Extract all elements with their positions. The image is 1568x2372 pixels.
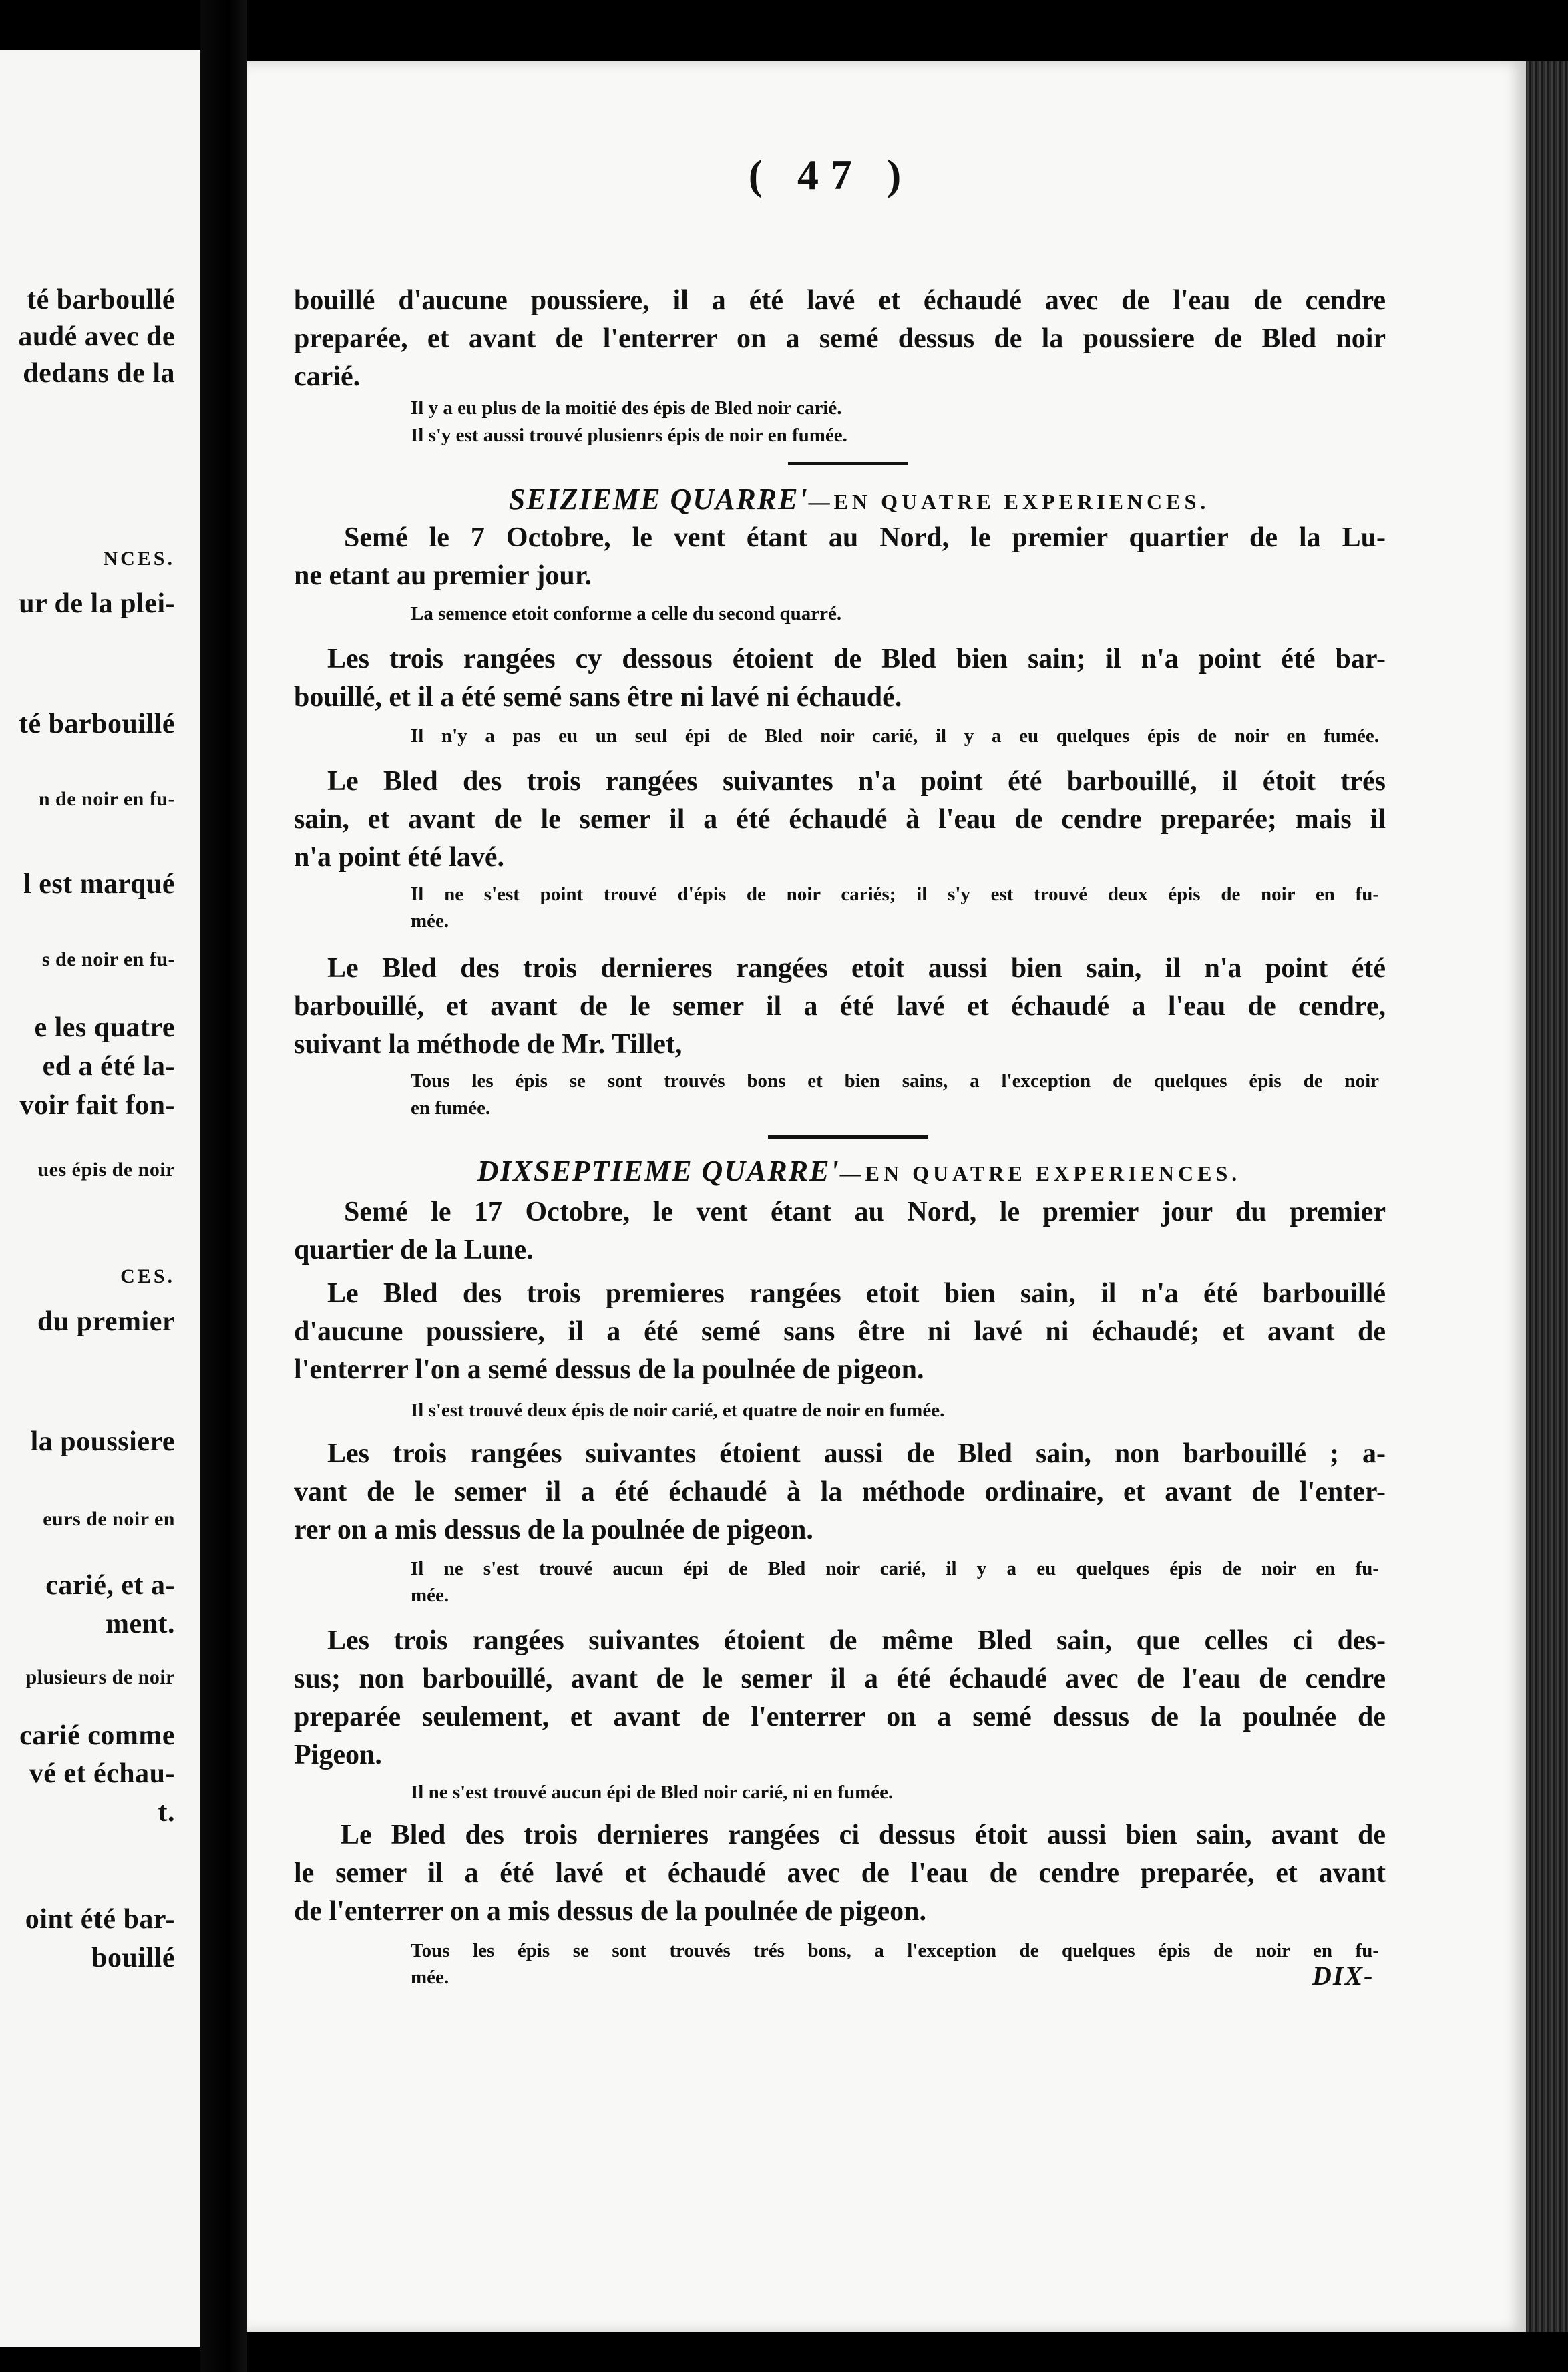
- left-page-fragment: voir fait fon-: [19, 1090, 175, 1121]
- body-line: Les trois rangées suivantes étoient aussi de Bled sain, non barbouillé ; a-: [327, 1438, 1386, 1469]
- section-title: SEIZIEME QUARRE': [508, 483, 809, 516]
- left-page-fragment: bouillé: [91, 1943, 175, 1973]
- section-rule: [768, 1135, 928, 1139]
- left-page-fragment: vé et échau-: [29, 1758, 175, 1789]
- body-line: de l'enterrer on a mis dessus de la poulnée de pigeon.: [294, 1896, 926, 1927]
- section-subtitle: —EN QUATRE EXPERIENCES.: [839, 1161, 1241, 1185]
- body-line: bouillé, et il a été semé sans être ni lavé ni échaudé.: [294, 682, 902, 713]
- left-page-fragment: ment.: [106, 1609, 175, 1639]
- note-line: Il n'y a pas eu un seul épi de Bled noir carié, il y a eu quelques épis de noir en fumée.: [411, 725, 1379, 747]
- catchword: DIX-: [1312, 1961, 1374, 1991]
- note-line: en fumée.: [411, 1097, 491, 1119]
- note-line: mée.: [411, 1585, 449, 1606]
- body-line: preparée, et avant de l'enterrer on a semé dessus de la poussiere de Bled noir: [294, 323, 1386, 354]
- body-line: Le Bled des trois dernieres rangées ci dessus étoit aussi bien sain, avant de: [341, 1820, 1386, 1850]
- left-page-fragment: ues épis de noir: [37, 1159, 175, 1181]
- note-line: Il s'y est aussi trouvé plusienrs épis de noir en fumée.: [411, 425, 847, 446]
- body-line: Le Bled des trois dernieres rangées etoit aussi bien sain, il n'a point été: [327, 953, 1386, 984]
- note-line: mée.: [411, 1967, 449, 1988]
- left-page-fragment: CES.: [120, 1265, 175, 1288]
- left-page-fragment: t.: [158, 1797, 175, 1828]
- body-line: Pigeon.: [294, 1740, 382, 1770]
- body-line: l'enterrer l'on a semé dessus de la poulnée de pigeon.: [294, 1354, 924, 1385]
- body-line: preparée seulement, et avant de l'enterrer on a semé dessus de la poulnée de: [294, 1702, 1386, 1732]
- section-heading: [0, 1154, 1568, 1188]
- body-line: Semé le 17 Octobre, le vent étant au Nord, le premier jour du premier: [344, 1197, 1386, 1227]
- note-line: Il ne s'est point trouvé d'épis de noir cariés; il s'y est trouvé deux épis de noir en fu-: [411, 883, 1379, 905]
- body-line: carié.: [294, 361, 361, 392]
- body-line: sain, et avant de le semer il a été échaudé à l'eau de cendre preparée; mais il: [294, 804, 1386, 835]
- left-facing-page: [0, 50, 200, 2347]
- left-page-fragment: ur de la plei-: [19, 588, 175, 619]
- note-line: mée.: [411, 910, 449, 932]
- note-line: Tous les épis se sont trouvés bons et bien sains, a l'exception de quelques épis de noir: [411, 1070, 1379, 1092]
- body-line: Le Bled des trois premieres rangées etoit bien sain, il n'a été barbouillé: [327, 1278, 1386, 1309]
- section-title: DIXSEPTIEME QUARRE': [477, 1155, 840, 1187]
- body-line: vant de le semer il a été échaudé à la méthode ordinaire, et avant de l'enter-: [294, 1476, 1386, 1507]
- left-page-fragment: carié comme: [19, 1720, 175, 1751]
- page-edge: [1526, 61, 1568, 2332]
- body-line: rer on a mis dessus de la poulnée de pigeon.: [294, 1515, 813, 1545]
- left-page-fragment: la poussiere: [30, 1426, 175, 1457]
- body-line: Le Bled des trois rangées suivantes n'a point été barbouillé, il étoit trés: [327, 766, 1386, 797]
- section-heading: [0, 482, 1568, 516]
- section-subtitle: —EN QUATRE EXPERIENCES.: [808, 489, 1210, 514]
- left-page-fragment: du premier: [37, 1306, 175, 1337]
- left-page-fragment: n de noir en fu-: [38, 788, 175, 810]
- body-line: bouillé d'aucune poussiere, il a été lavé et échaudé avec de l'eau de cendre: [294, 285, 1386, 316]
- body-line: Les trois rangées cy dessous étoient de Bled bien sain; il n'a point été bar-: [327, 644, 1386, 674]
- left-page-fragment: oint été bar-: [25, 1904, 175, 1935]
- left-page-fragment: ed a été la-: [42, 1051, 175, 1082]
- note-line: Il s'est trouvé deux épis de noir carié, et quatre de noir en fumée.: [411, 1400, 945, 1421]
- body-line: ne etant au premier jour.: [294, 560, 592, 591]
- body-line: le semer il a été lavé et échaudé avec de l'eau de cendre preparée, et avant: [294, 1858, 1386, 1889]
- left-page-fragment: carié, et a-: [45, 1570, 175, 1601]
- body-line: d'aucune poussiere, il a été semé sans être ni lavé ni échaudé; et avant de: [294, 1316, 1386, 1347]
- note-line: Il y a eu plus de la moitié des épis de Bled noir carié.: [411, 397, 842, 419]
- page-number: ( 47 ): [748, 151, 914, 198]
- left-page-fragment: e les quatre: [34, 1012, 175, 1043]
- left-page-fragment: audé avec de: [18, 321, 175, 352]
- note-line: La semence etoit conforme a celle du second quarré.: [411, 603, 842, 624]
- left-page-fragment: NCES.: [103, 548, 175, 570]
- body-line: quartier de la Lune.: [294, 1235, 534, 1265]
- left-page-fragment: s de noir en fu-: [41, 948, 175, 970]
- left-page-fragment: dedans de la: [23, 358, 175, 389]
- section-rule: [788, 462, 908, 465]
- body-line: sus; non barbouillé, avant de le semer il a été échaudé avec de l'eau de cendre: [294, 1663, 1386, 1694]
- body-line: Les trois rangées suivantes étoient de même Bled sain, que celles ci des-: [327, 1625, 1386, 1656]
- note-line: Il ne s'est trouvé aucun épi de Bled noir carié, ni en fumée.: [411, 1782, 894, 1803]
- body-line: n'a point été lavé.: [294, 842, 504, 873]
- left-page-fragment: té barboullé: [27, 284, 175, 315]
- body-line: suivant la méthode de Mr. Tillet,: [294, 1029, 682, 1060]
- left-page-fragment: plusieurs de noir: [25, 1666, 175, 1688]
- body-line: barbouillé, et avant de le semer il a été lavé et échaudé a l'eau de cendre,: [294, 991, 1386, 1022]
- left-page-fragment: eurs de noir en: [43, 1508, 175, 1530]
- left-page-fragment: té barbouillé: [19, 709, 175, 739]
- left-page-fragment: l est marqué: [23, 869, 175, 900]
- body-line: Semé le 7 Octobre, le vent étant au Nord, le premier quartier de la Lu-: [344, 522, 1386, 553]
- note-line: Il ne s'est trouvé aucun épi de Bled noir carié, il y a eu quelques épis de noir en fu-: [411, 1558, 1379, 1579]
- note-line: Tous les épis se sont trouvés trés bons, a l'exception de quelques épis de noir en fu-: [411, 1940, 1379, 1961]
